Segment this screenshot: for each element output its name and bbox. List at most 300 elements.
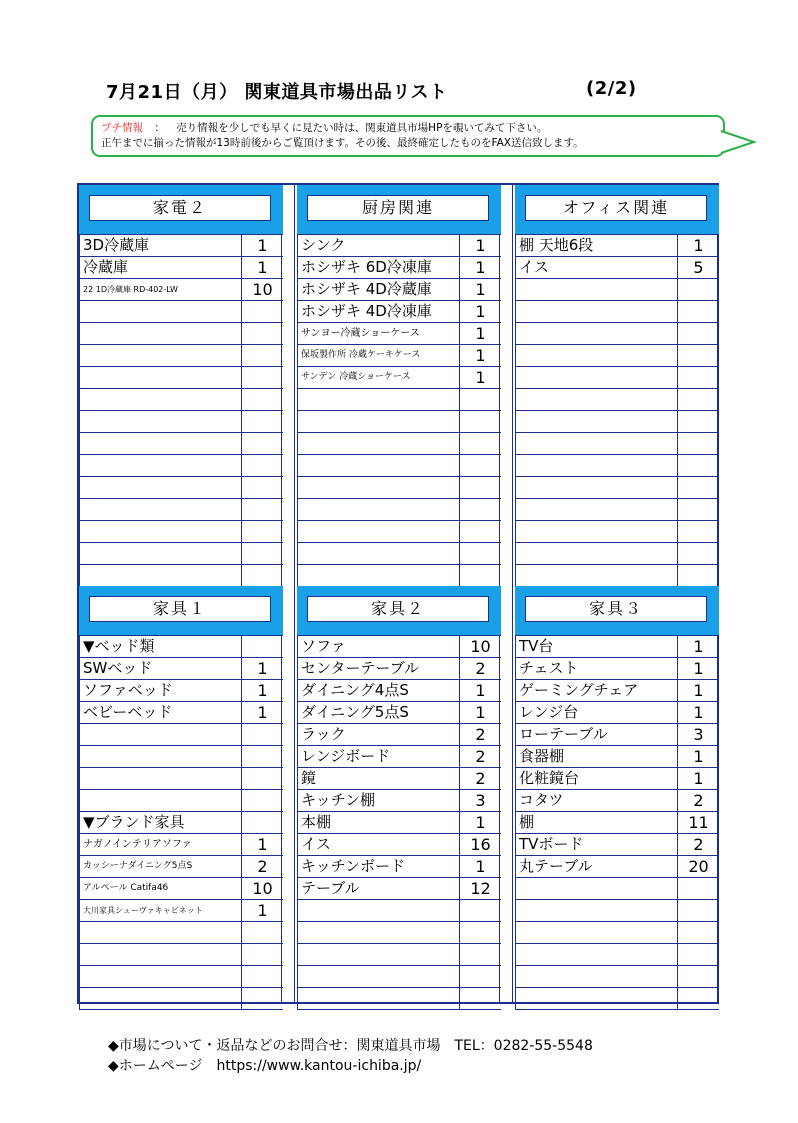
item-qty: 1 [475, 236, 486, 255]
item-qty [678, 878, 719, 899]
footer-homepage: ◆ホームページ https://www.kantou-ichiba.jp/ [108, 1058, 422, 1074]
section-header [297, 185, 501, 235]
item-name [516, 477, 678, 498]
item-name: キッチン棚 [298, 790, 460, 811]
item-name: ソファベッド [80, 680, 242, 701]
item-row [516, 922, 719, 944]
item-name: 丸テーブル [516, 856, 678, 877]
item-name: ダイニング5点S [298, 702, 460, 723]
item-row [80, 499, 283, 521]
item-qty [242, 521, 283, 542]
item-qty [678, 367, 719, 388]
item-qty [242, 565, 283, 586]
item-row [80, 724, 283, 746]
item-row [298, 966, 501, 988]
item-name: イス [516, 257, 678, 278]
item-name [80, 499, 242, 520]
column-middle [297, 185, 501, 1002]
item-row [298, 433, 501, 455]
page-number: (2/2) [586, 78, 637, 99]
footer-contact: ◆市場について・返品などのお問合せ：関東道具市場 TEL：0282-55-5548 [108, 1038, 593, 1054]
item-row [298, 323, 501, 345]
item-row [298, 878, 501, 900]
item-row [516, 433, 719, 455]
item-name [516, 279, 678, 300]
section-chubo [297, 185, 501, 587]
item-qty [460, 499, 501, 520]
item-name: ホシザキ 4D冷凍庫 [298, 301, 460, 322]
item-name: キッチンボード [298, 856, 460, 877]
section-title: 家具３ [525, 596, 707, 622]
item-qty: 1 [693, 637, 704, 656]
section-office [515, 185, 719, 587]
item-name [516, 499, 678, 520]
item-row [80, 680, 283, 702]
item-name [80, 323, 242, 344]
item-row [80, 636, 283, 658]
section-header [297, 586, 501, 636]
item-name [298, 521, 460, 542]
item-qty [242, 988, 283, 1009]
item-name: ローテーブル [516, 724, 678, 745]
item-name: レンジボード [298, 746, 460, 767]
item-row [298, 724, 501, 746]
item-qty: 3 [693, 725, 704, 744]
item-qty: 1 [693, 747, 704, 766]
item-name [298, 433, 460, 454]
item-qty: 1 [257, 835, 268, 854]
item-name: アルペール Catifa46 [80, 878, 242, 899]
item-qty [242, 389, 283, 410]
section-title: 厨房関連 [307, 195, 489, 221]
item-qty [460, 988, 501, 1009]
item-row [298, 900, 501, 922]
item-name: コタツ [516, 790, 678, 811]
section-header [79, 586, 283, 636]
item-qty [242, 966, 283, 987]
item-row [516, 856, 719, 878]
item-name [516, 345, 678, 366]
item-row [80, 790, 283, 812]
item-row [80, 367, 283, 389]
item-row [298, 367, 501, 389]
item-name: サンヨー冷蔵ショーケース [298, 323, 460, 344]
item-qty [460, 944, 501, 965]
callout-sep: ： [154, 122, 165, 134]
item-qty: 2 [475, 747, 486, 766]
item-row [298, 411, 501, 433]
item-name: テーブル [298, 878, 460, 899]
item-qty: 1 [257, 681, 268, 700]
item-qty [242, 636, 283, 657]
item-qty: 1 [693, 703, 704, 722]
item-row [298, 279, 501, 301]
item-list [515, 235, 719, 587]
item-qty [678, 521, 719, 542]
item-name: サンデン 冷蔵ショーケース [298, 367, 460, 388]
item-name [516, 900, 678, 921]
item-row [298, 521, 501, 543]
item-name [516, 301, 678, 322]
item-row [298, 768, 501, 790]
item-name [80, 922, 242, 943]
item-name [516, 455, 678, 476]
item-row [516, 988, 719, 1010]
item-qty [678, 966, 719, 987]
item-list [515, 636, 719, 1010]
item-name: 棚 [516, 812, 678, 833]
item-name [516, 323, 678, 344]
item-row [80, 702, 283, 724]
item-qty [460, 521, 501, 542]
item-qty: 1 [475, 302, 486, 321]
item-row [298, 680, 501, 702]
item-name [298, 389, 460, 410]
item-qty: 10 [252, 280, 273, 299]
section-kagu3 [515, 586, 719, 1010]
section-title: 家電２ [89, 195, 271, 221]
section-title: 家具１ [89, 596, 271, 622]
item-name: カッシーナダイニング5点S [80, 856, 242, 877]
item-name [516, 988, 678, 1009]
item-row [298, 565, 501, 587]
item-row [516, 345, 719, 367]
item-name: TVボード [516, 834, 678, 855]
item-name [298, 565, 460, 586]
item-name [298, 944, 460, 965]
item-name [516, 966, 678, 987]
item-row [80, 543, 283, 565]
item-row [80, 477, 283, 499]
item-name: 本棚 [298, 812, 460, 833]
item-row [80, 856, 283, 878]
footer [108, 1036, 593, 1076]
section-title: 家具２ [307, 596, 489, 622]
item-name [80, 966, 242, 987]
item-qty [242, 790, 283, 811]
callout-line-1 [101, 121, 715, 136]
item-qty [460, 543, 501, 564]
item-qty [242, 301, 283, 322]
item-row [298, 658, 501, 680]
item-qty: 1 [475, 280, 486, 299]
callout-text-1: 売り情報を少しでも早くに見たい時は、関東道具市場HPを覗いてみて下さい。 [176, 122, 548, 134]
item-row [298, 235, 501, 257]
column-left [79, 185, 283, 1002]
item-row [516, 389, 719, 411]
item-name [80, 433, 242, 454]
item-qty [678, 922, 719, 943]
item-qty [242, 768, 283, 789]
item-row [80, 235, 283, 257]
item-name [80, 988, 242, 1009]
item-name [80, 724, 242, 745]
item-qty [242, 477, 283, 498]
item-name [298, 455, 460, 476]
item-name [80, 411, 242, 432]
item-qty [242, 724, 283, 745]
item-row [80, 746, 283, 768]
item-qty [242, 746, 283, 767]
item-row [516, 499, 719, 521]
item-name [298, 499, 460, 520]
item-name [516, 367, 678, 388]
item-name [298, 477, 460, 498]
item-name: センターテーブル [298, 658, 460, 679]
item-name: 鏡 [298, 768, 460, 789]
item-row [80, 323, 283, 345]
item-qty: 1 [257, 659, 268, 678]
item-name: 食器棚 [516, 746, 678, 767]
item-row [516, 658, 719, 680]
item-row [298, 746, 501, 768]
item-name [80, 565, 242, 586]
item-qty [242, 543, 283, 564]
item-qty [460, 433, 501, 454]
item-name [298, 411, 460, 432]
item-name [80, 543, 242, 564]
item-row [298, 257, 501, 279]
item-qty: 5 [693, 258, 704, 277]
item-name: ホシザキ 6D冷凍庫 [298, 257, 460, 278]
item-row [298, 812, 501, 834]
section-kaden2 [79, 185, 283, 587]
item-row [80, 345, 283, 367]
column-gap [281, 185, 295, 1002]
item-list [79, 235, 283, 587]
column-right [515, 185, 719, 1002]
item-qty: 1 [475, 857, 486, 876]
item-name: 保坂製作所 冷蔵ケーキケース [298, 345, 460, 366]
item-qty: 3 [475, 791, 486, 810]
item-qty [678, 433, 719, 454]
item-qty: 2 [693, 835, 704, 854]
item-row [298, 301, 501, 323]
item-qty [678, 323, 719, 344]
item-qty: 1 [475, 346, 486, 365]
item-name [298, 900, 460, 921]
item-row [516, 746, 719, 768]
item-name [80, 345, 242, 366]
item-name [298, 988, 460, 1009]
item-qty [242, 455, 283, 476]
section-kagu1 [79, 586, 283, 1010]
item-row [516, 521, 719, 543]
item-qty [678, 301, 719, 322]
item-qty: 20 [688, 857, 709, 876]
item-name [80, 367, 242, 388]
item-row [80, 966, 283, 988]
item-list [297, 235, 501, 587]
item-name [80, 768, 242, 789]
item-name [516, 878, 678, 899]
item-qty: 11 [688, 813, 709, 832]
item-row [80, 257, 283, 279]
item-row [80, 834, 283, 856]
column-gap [499, 185, 513, 1002]
item-name [516, 389, 678, 410]
item-row [80, 279, 283, 301]
item-row [516, 323, 719, 345]
item-qty: 1 [693, 659, 704, 678]
item-row [516, 636, 719, 658]
item-qty: 2 [475, 769, 486, 788]
item-name: 22 1D冷蔵庫 RD-402-LW [80, 279, 242, 300]
item-row [516, 455, 719, 477]
item-name: 化粧鏡台 [516, 768, 678, 789]
item-row [516, 565, 719, 587]
item-name [516, 922, 678, 943]
item-name [516, 433, 678, 454]
item-row [516, 966, 719, 988]
item-list [297, 636, 501, 1010]
section-header [79, 185, 283, 235]
info-callout [91, 115, 725, 157]
item-qty: 2 [257, 857, 268, 876]
section-kagu2 [297, 586, 501, 1010]
item-name [298, 966, 460, 987]
item-qty: 2 [693, 791, 704, 810]
item-qty [678, 565, 719, 586]
item-qty: 16 [470, 835, 491, 854]
item-qty [242, 922, 283, 943]
item-name: TV台 [516, 636, 678, 657]
item-row [516, 411, 719, 433]
item-name: レンジ台 [516, 702, 678, 723]
item-name: ダイニング4点S [298, 680, 460, 701]
item-name: ソファ [298, 636, 460, 657]
item-name: 冷蔵庫 [80, 257, 242, 278]
item-name [298, 922, 460, 943]
item-row [516, 543, 719, 565]
item-qty: 1 [257, 258, 268, 277]
item-name [516, 565, 678, 586]
item-name: ▼ブランド家具 [80, 812, 242, 833]
item-row [516, 900, 719, 922]
item-row [298, 345, 501, 367]
item-qty [242, 944, 283, 965]
section-header [515, 586, 719, 636]
item-row [298, 499, 501, 521]
item-row [80, 521, 283, 543]
item-qty [678, 345, 719, 366]
item-qty: 1 [257, 901, 268, 920]
item-list [79, 636, 283, 1010]
item-row [516, 878, 719, 900]
page-title [106, 78, 637, 104]
item-row [516, 790, 719, 812]
item-qty [678, 389, 719, 410]
item-row [80, 455, 283, 477]
item-qty [460, 900, 501, 921]
item-qty: 12 [470, 879, 491, 898]
item-row [80, 988, 283, 1010]
item-qty [242, 812, 283, 833]
item-qty [460, 565, 501, 586]
item-row [80, 565, 283, 587]
item-qty [242, 499, 283, 520]
item-qty [678, 543, 719, 564]
item-name: 3D冷蔵庫 [80, 235, 242, 256]
item-row [298, 790, 501, 812]
item-row [80, 301, 283, 323]
item-qty [242, 367, 283, 388]
item-row [298, 944, 501, 966]
item-name [516, 521, 678, 542]
item-row [516, 724, 719, 746]
item-name [80, 746, 242, 767]
item-qty [678, 499, 719, 520]
item-row [80, 433, 283, 455]
item-row [516, 834, 719, 856]
item-row [298, 477, 501, 499]
callout-tail [720, 129, 756, 155]
item-name: ホシザキ 4D冷蔵庫 [298, 279, 460, 300]
item-name: ▼ベッド類 [80, 636, 242, 657]
item-qty: 1 [475, 813, 486, 832]
item-name [80, 477, 242, 498]
item-row [80, 768, 283, 790]
item-qty [460, 389, 501, 410]
item-row [298, 856, 501, 878]
listing-board [77, 183, 719, 1004]
item-qty: 10 [252, 879, 273, 898]
item-row [298, 455, 501, 477]
item-qty: 1 [475, 368, 486, 387]
item-row [80, 900, 283, 922]
item-name [516, 944, 678, 965]
item-name: ラック [298, 724, 460, 745]
item-row [516, 477, 719, 499]
section-title: オフィス関連 [525, 195, 707, 221]
item-name [80, 790, 242, 811]
item-qty: 1 [475, 324, 486, 343]
item-row [516, 944, 719, 966]
item-row [80, 411, 283, 433]
item-row [298, 834, 501, 856]
item-qty: 1 [475, 681, 486, 700]
item-row [80, 944, 283, 966]
item-row [298, 922, 501, 944]
item-row [80, 922, 283, 944]
callout-label: プチ情報 [101, 122, 143, 134]
item-row [298, 543, 501, 565]
item-qty: 10 [470, 637, 491, 656]
item-qty [678, 944, 719, 965]
item-qty [460, 455, 501, 476]
item-qty: 1 [475, 258, 486, 277]
item-row [80, 389, 283, 411]
item-qty [678, 900, 719, 921]
item-row [516, 768, 719, 790]
item-name: 棚 天地6段 [516, 235, 678, 256]
item-qty: 1 [693, 236, 704, 255]
item-qty: 1 [693, 681, 704, 700]
item-row [298, 988, 501, 1010]
item-name [516, 411, 678, 432]
item-qty [460, 966, 501, 987]
item-name: ベビーベッド [80, 702, 242, 723]
item-qty: 2 [475, 659, 486, 678]
item-name [80, 301, 242, 322]
item-qty [678, 455, 719, 476]
item-qty [242, 345, 283, 366]
item-row [80, 812, 283, 834]
item-name [80, 455, 242, 476]
item-name: ゲーミングチェア [516, 680, 678, 701]
item-qty [460, 411, 501, 432]
item-qty [460, 477, 501, 498]
